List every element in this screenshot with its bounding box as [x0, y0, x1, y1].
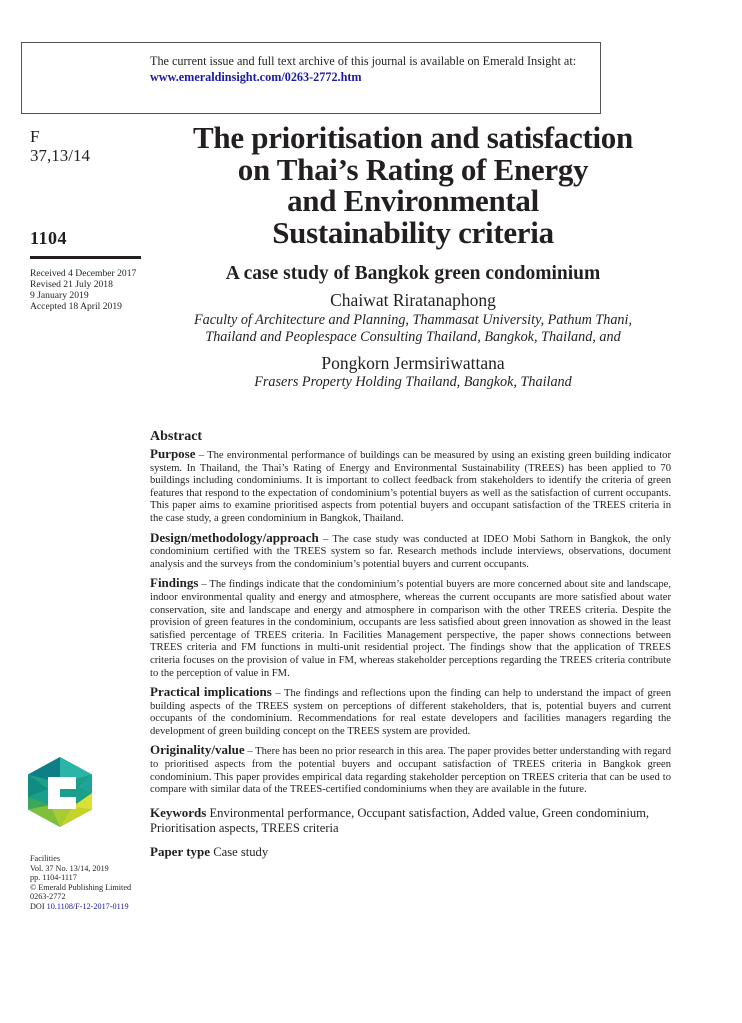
abstract-practical	[150, 686, 671, 738]
section-head: Design/methodology/approach	[150, 529, 319, 545]
date-accepted: Accepted 18 April 2019	[30, 301, 122, 312]
keywords	[150, 805, 671, 836]
section-head: Purpose	[150, 446, 196, 461]
doi-label: DOI	[30, 901, 45, 911]
paper-type-text: Case study	[210, 844, 269, 859]
abstract	[150, 428, 671, 866]
abstract-heading: Abstract	[150, 429, 203, 444]
article-history-dates	[30, 268, 136, 312]
doi-line	[30, 902, 131, 912]
section-text: – The findings and reflections upon the finding can help to understand the impact of green building aspects of the TREES system on perceptions of different stakeholders, that is, potential buyers and current occupants of the condominium. Recommendations for real estate developers and facilities managers regarding the development of green building concept on the TREES system are provided.	[150, 688, 671, 737]
margin-rule	[30, 256, 141, 259]
section-text: – The findings indicate that the condominium’s potential buyers are more concerned about site and landscape, indoor environmental quality and energy and atmosphere, whereas the current occupants are more satisfied about water conservation, site and landscape and energy and atmosphere in comparison with the other TREES criteria. Despite the provision of green features in the condominium, occupants are less satisfied about green innovation as showed in the least satisfied percentage of TREES criteria. In Facilities Management perspective, the paper shows connections between TREES criteria and FM functions in multi-unit residential project. The findings show that the application of TREES criteria focuses on the provision of value in FM, whereas stakeholder perceptions regarding the TREES criteria contribute to the perception of value in FM.	[150, 579, 671, 679]
date-revised: Revised 21 July 2018	[30, 279, 113, 290]
paper-type	[150, 844, 671, 860]
keywords-text: Environmental performance, Occupant satisfaction, Added value, Green condominium, Prioritisation aspects, TREES criteria	[150, 805, 650, 835]
title-line: Sustainability criteria	[272, 214, 554, 250]
article-title	[148, 122, 678, 248]
abstract-findings	[150, 577, 671, 680]
section-text: – The case study was conducted at IDEO Mobi Sathorn in Bangkok, the only condominium certified with the TREES system so far. Research methods include interviews, observations, document analysis and the surveys from the condominium’s potential buyers and current occupants.	[150, 533, 671, 570]
section-text: – There has been no prior research in this area. The paper provides better understanding with regard to prioritised aspects from the potential buyers and occupant satisfaction of TREES criteria in Bangkok green condominium. This paper provides empirical data regarding stakeholder perception on TREES criteria that can be used to compare with similar data of the TREES-certified condominiums when they are available in the future.	[150, 746, 671, 796]
section-head: Findings	[150, 575, 199, 591]
paper-type-label: Paper type	[150, 843, 211, 859]
emerald-logo-icon	[28, 757, 92, 827]
volume-issue: 37,13/14	[30, 146, 90, 165]
author-name: Chaiwat Riratanaphong	[330, 290, 496, 310]
affiliation-line: Faculty of Architecture and Planning, Thammasat University, Pathum Thani,	[193, 312, 633, 328]
copyright: © Emerald Publishing Limited	[30, 882, 132, 892]
abstract-purpose	[150, 448, 671, 526]
section-text: – The environmental performance of buildings can be measured by using an existing green building indicator system. In Thailand, the Thai’s Rating of Energy and Environmental Sustainability (TREES) has been applied to 70 buildings including condominiums. It is important to collect feedback from stakeholders to identify the criteria of green features that respond to the expectation of condominium’s potential buyers as well as the satisfaction of current occupants. This paper aims to examine prioritised aspects from potential buyers and occupant satisfaction of the TREES criteria in the case study, a green condominium in Bangkok, Thailand.	[150, 450, 671, 524]
affiliation-line: Thailand and Peoplespace Consulting Thailand, Bangkok, Thailand, and	[205, 329, 621, 345]
volume-info: Vol. 37 No. 13/14, 2019	[30, 863, 109, 873]
journal-url-link[interactable]: www.emeraldinsight.com/0263-2772.htm	[150, 70, 362, 84]
title-line: The prioritisation and satisfaction	[193, 120, 633, 155]
journal-name: Facilities	[30, 854, 61, 863]
doi-link[interactable]: 10.1108/F-12-2017-0119	[46, 901, 129, 911]
page-number: 1104	[30, 228, 68, 248]
section-head: Practical implications	[150, 684, 272, 700]
journal-volume-code	[30, 127, 90, 165]
abstract-originality	[150, 744, 671, 796]
author-affiliation	[148, 312, 678, 346]
date-received: Received 4 December 2017	[30, 268, 137, 279]
page-range: pp. 1104-1117	[30, 873, 77, 883]
affiliation-line: Frasers Property Holding Thailand, Bangkok, Thailand	[254, 374, 572, 390]
issn: 0263-2772	[30, 892, 66, 902]
title-line: and Environmental	[287, 183, 539, 218]
author-name: Pongkorn Jermsiriwattana	[321, 353, 505, 373]
publication-info	[30, 854, 131, 912]
journal-archive-notice	[21, 42, 601, 114]
author-affiliation	[148, 374, 678, 391]
journal-letter: F	[30, 127, 40, 146]
keywords-label: Keywords	[150, 804, 207, 820]
abstract-design	[150, 529, 671, 572]
article-subtitle: A case study of Bangkok green condominium	[225, 263, 601, 284]
title-line: on Thai’s Rating of Energy	[237, 151, 589, 187]
date-revised-2: 9 January 2019	[30, 290, 89, 301]
section-head: Originality/value	[150, 742, 245, 758]
archive-notice-text: The current issue and full text archive of this journal is available on Emerald Insight at:	[150, 54, 577, 68]
